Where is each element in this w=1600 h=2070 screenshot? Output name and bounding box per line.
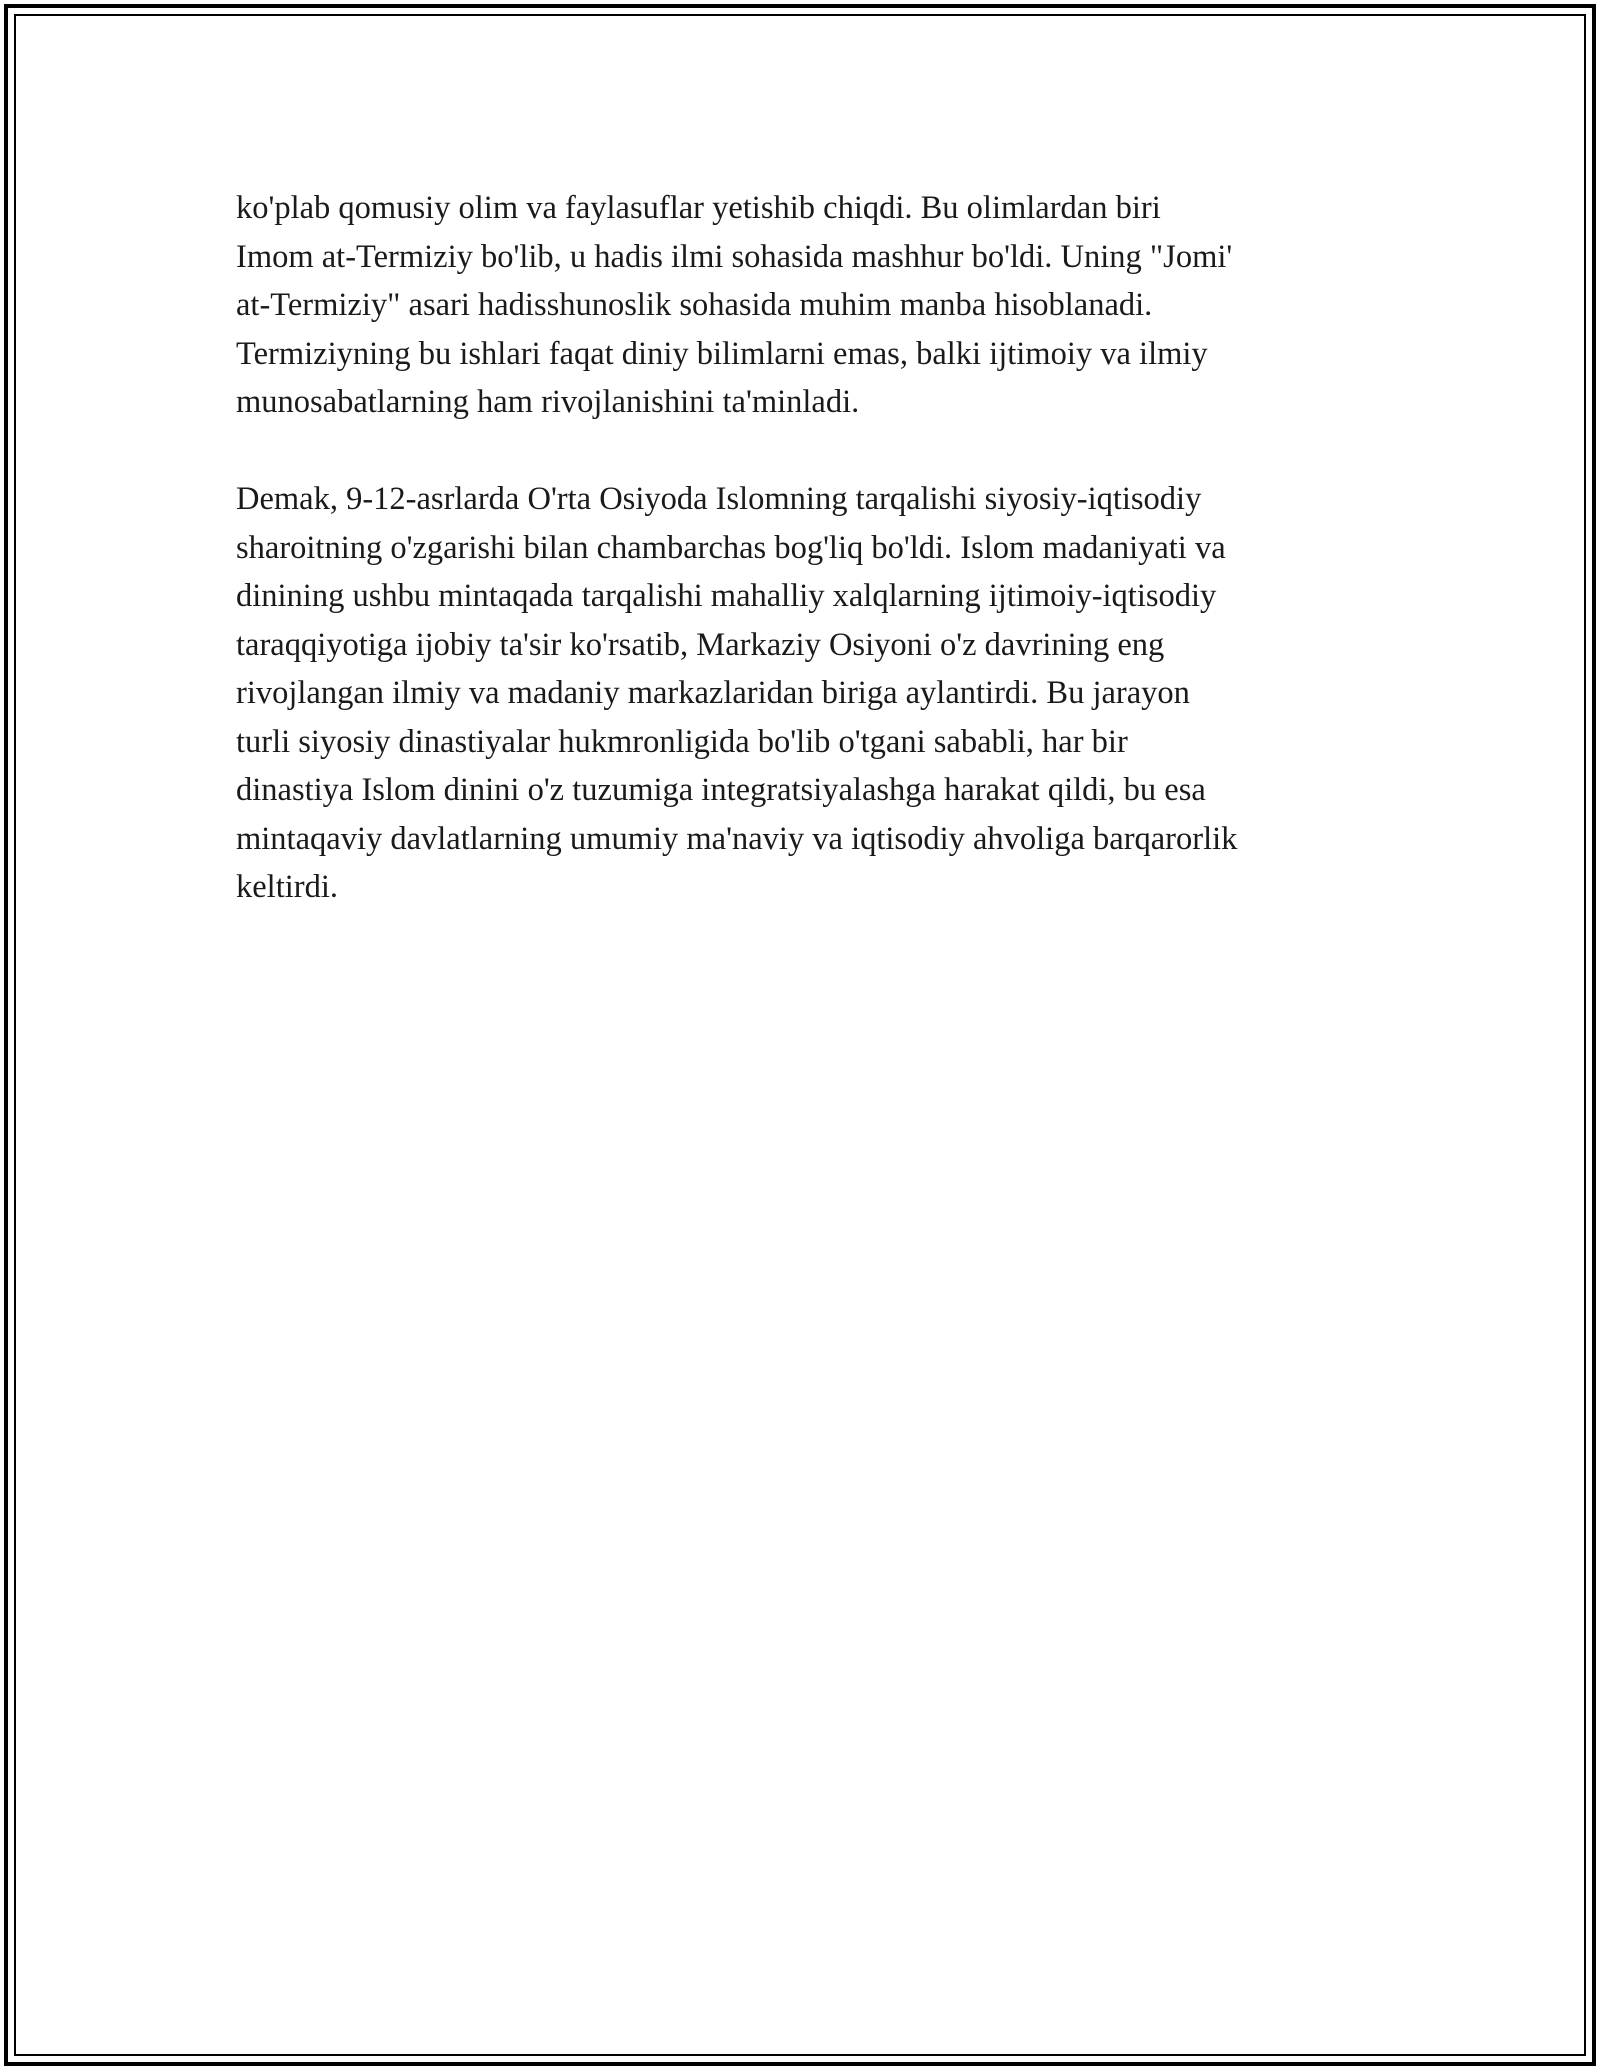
text-line: keltirdi. [236,869,338,905]
text-line: sharoitning o'zgarishi bilan chambarchas bog'liq bo'ldi. Islom madaniyati va [236,529,1226,566]
text-line: ko'plab qomusiy olim va faylasuflar yetishib chiqdi. Bu olimlardan biri [236,190,1161,226]
paragraph-1 [236,184,1376,427]
text-line: munosabatlarning ham rivojlanishini ta'minladi. [236,384,860,420]
text-line: dinastiya Islom dinini o'z tuzumiga integratsiyalashga harakat qildi, bu esa [236,772,1206,808]
text-line: Imom at-Termiziy bo'lib, u hadis ilmi sohasida mashhur bo'ldi. Uning "Jomi' [236,238,1233,275]
text-line: turli siyosiy dinastiyalar hukmronligida bo'lib o'tgani sababli, har bir [236,723,1128,760]
text-line: dinining ushbu mintaqada tarqalishi mahalliy xalqlarning ijtimoiy-iqtisodiy [236,578,1217,614]
text-line: Termiziyning bu ishlari faqat diniy bilimlarni emas, balki ijtimoiy va ilmiy [236,335,1208,372]
text-line: mintaqaviy davlatlarning umumiy ma'naviy va iqtisodiy ahvoliga barqarorlik [236,820,1238,857]
text-line: at-Termiziy" asari hadisshunoslik sohasida muhim manba hisoblanadi. [236,287,1153,323]
text-line: rivojlangan ilmiy va madaniy markazlaridan biriga aylantirdi. Bu jarayon [236,675,1190,711]
document-body [236,184,1376,960]
text-line: Demak, 9-12-asrlarda O'rta Osiyoda Islomning tarqalishi siyosiy-iqtisodiy [236,481,1202,517]
paragraph-2 [236,475,1376,912]
text-line: taraqqiyotiga ijobiy ta'sir ko'rsatib, Markaziy Osiyoni o'z davrining eng [236,626,1165,663]
